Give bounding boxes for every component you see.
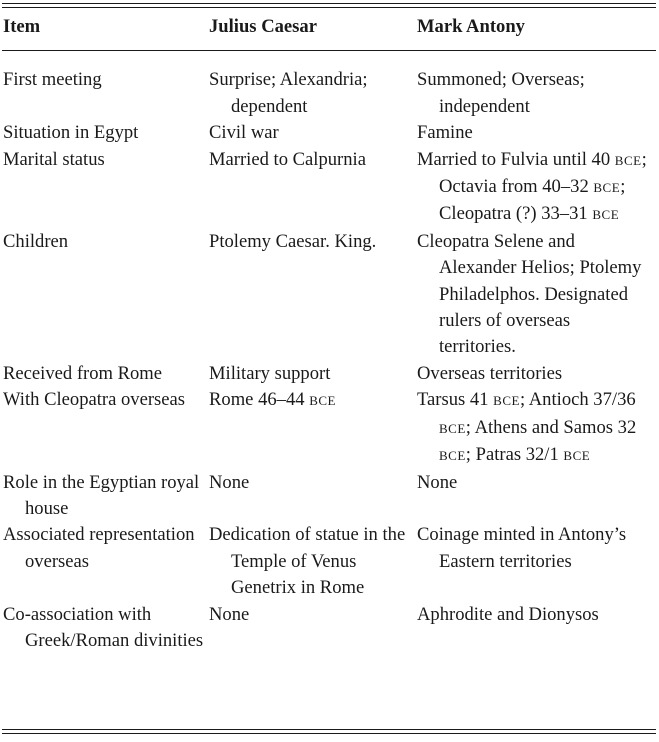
mark-antony-cell — [417, 52, 653, 120]
mark-antony-cell-text: Cleopatra Selene and Alexander Helios; Ptolemy Philadelphos. Designated rulers of overseas territories. — [417, 230, 642, 358]
mark-antony-cell — [417, 120, 653, 146]
header-row — [3, 14, 653, 52]
item-cell-text: Marital status — [3, 148, 105, 170]
top-rule-inner — [2, 7, 656, 8]
julius-caesar-cell — [209, 470, 417, 523]
mark-antony-cell — [417, 361, 653, 387]
item-cell — [3, 361, 209, 387]
table-row — [3, 52, 653, 120]
item-cell — [3, 120, 209, 146]
mark-antony-cell — [417, 602, 653, 655]
table-row — [3, 522, 653, 601]
mark-antony-cell-text: Summoned; Overseas; independent — [417, 69, 585, 117]
mark-antony-cell — [417, 387, 653, 469]
julius-caesar-cell — [209, 52, 417, 120]
item-cell — [3, 52, 209, 120]
julius-caesar-cell-text: None — [209, 603, 250, 625]
table-row — [3, 120, 653, 146]
julius-caesar-cell — [209, 229, 417, 361]
julius-caesar-cell-text: Ptolemy Caesar. King. — [209, 230, 377, 252]
mark-antony-cell-text: None — [417, 471, 458, 493]
top-rule-outer — [2, 3, 656, 4]
mark-antony-cell-text: Coinage minted in Antony’s Eastern territories — [417, 524, 627, 572]
mark-antony-cell — [417, 522, 653, 601]
table-body — [3, 52, 653, 654]
table-row — [3, 361, 653, 387]
header-mark-antony: Mark Antony — [417, 16, 525, 37]
mark-antony-cell-text: Tarsus 41 BCE; Antioch 37/36 BCE; Athens and Samos 32 BCE; Patras 32/1 BCE — [417, 389, 637, 466]
julius-caesar-cell-text: None — [209, 471, 250, 493]
table-row — [3, 470, 653, 523]
julius-caesar-cell — [209, 602, 417, 655]
header-julius-caesar: Julius Caesar — [209, 16, 317, 37]
item-cell — [3, 387, 209, 469]
item-cell — [3, 602, 209, 655]
item-cell — [3, 522, 209, 601]
julius-caesar-cell-text: Civil war — [209, 122, 279, 144]
table-row — [3, 147, 653, 229]
mark-antony-cell-text: Married to Fulvia until 40 BCE; Octavia from 40–32 BCE; Cleopatra (?) 33–31 BCE — [417, 148, 647, 225]
item-cell-text: Co-association with Greek/Roman divinities — [3, 603, 204, 651]
julius-caesar-cell-text: Dedication of statue in the Temple of Venus Genetrix in Rome — [209, 524, 406, 599]
mark-antony-cell-text: Overseas territories — [417, 362, 563, 384]
header-rule — [2, 50, 656, 51]
julius-caesar-cell — [209, 120, 417, 146]
julius-caesar-cell — [209, 147, 417, 229]
item-cell-text: Associated representation overseas — [3, 524, 195, 572]
table-row — [3, 602, 653, 655]
item-cell-text: Received from Rome — [3, 362, 163, 384]
julius-caesar-cell — [209, 361, 417, 387]
item-cell — [3, 470, 209, 523]
julius-caesar-cell-text: Surprise; Alexandria; dependent — [209, 69, 368, 117]
julius-caesar-cell — [209, 387, 417, 469]
bottom-rule-outer — [2, 733, 656, 734]
table-row — [3, 387, 653, 469]
table-row — [3, 229, 653, 361]
item-cell — [3, 147, 209, 229]
item-cell — [3, 229, 209, 361]
item-cell-text: First meeting — [3, 69, 102, 91]
bottom-rule-inner — [2, 729, 656, 730]
mark-antony-cell-text: Famine — [417, 122, 473, 144]
julius-caesar-cell-text: Rome 46–44 BCE — [209, 389, 336, 411]
item-cell-text: Role in the Egyptian royal house — [3, 471, 200, 519]
comparison-table — [3, 14, 653, 654]
julius-caesar-cell-text: Married to Calpurnia — [209, 148, 366, 170]
item-cell-text: With Cleopatra overseas — [3, 389, 186, 411]
mark-antony-cell-text: Aphrodite and Dionysos — [417, 603, 599, 625]
mark-antony-cell — [417, 470, 653, 523]
header-item: Item — [3, 16, 41, 37]
item-cell-text: Children — [3, 230, 69, 252]
julius-caesar-cell-text: Military support — [209, 362, 331, 384]
mark-antony-cell — [417, 147, 653, 229]
item-cell-text: Situation in Egypt — [3, 122, 139, 144]
julius-caesar-cell — [209, 522, 417, 601]
mark-antony-cell — [417, 229, 653, 361]
